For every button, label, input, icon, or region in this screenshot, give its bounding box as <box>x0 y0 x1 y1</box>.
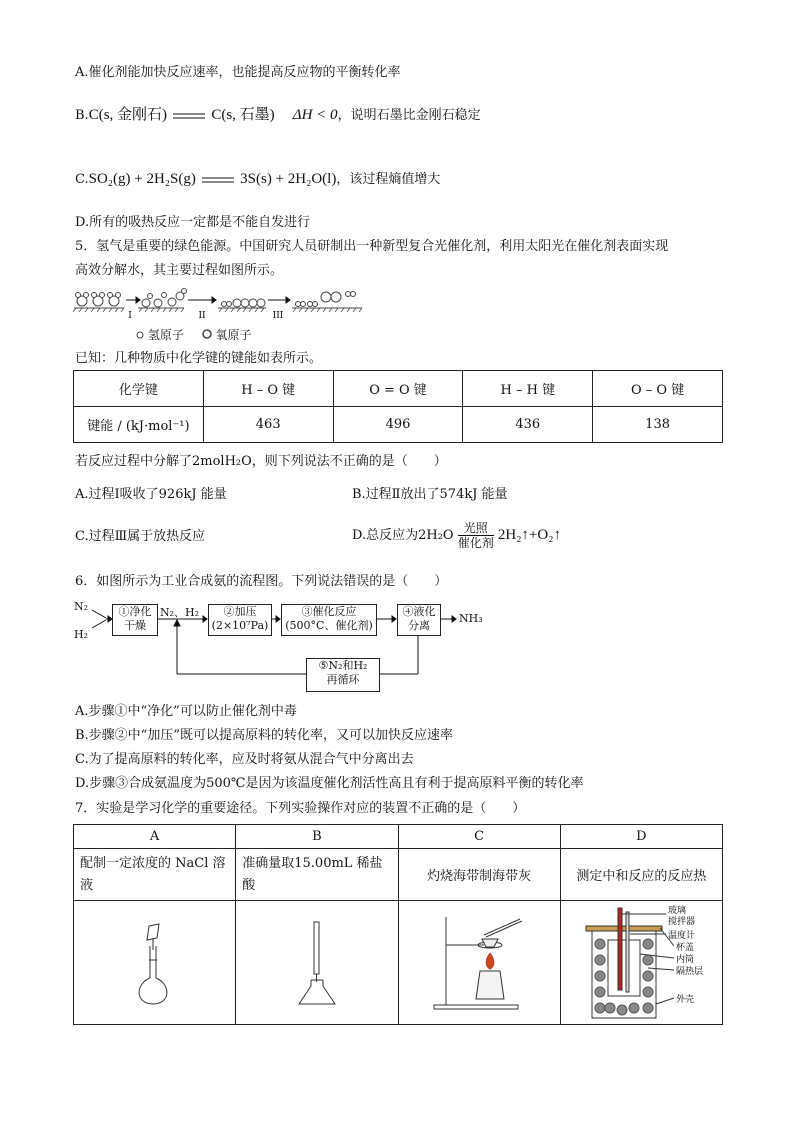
option-note: ，该过程熵值增大 <box>336 172 441 187</box>
input-h2-label: H₂ <box>74 628 89 641</box>
q7-stem: 7．实验是学习化学的重要途径。下列实验操作对应的装置不正确的是（ ） <box>75 801 526 816</box>
table-row <box>74 371 723 407</box>
table-cell: 138 <box>593 407 723 443</box>
apparatus-cell-d <box>560 901 722 1025</box>
equals-arrow-icon <box>171 112 207 120</box>
table-row <box>74 849 723 901</box>
q4-option-d: D.所有的吸热反应一定都是不能自发进行 <box>75 215 311 230</box>
option-label: B. <box>75 108 89 123</box>
equation-rhs: C(s, 石墨) <box>211 107 275 123</box>
oxygen-atom-icon <box>202 329 212 339</box>
input-n2-label: N₂ <box>74 600 89 613</box>
q5-stem-line2: 高效分解水，其主要过程如图所示。 <box>75 263 284 278</box>
table-header-cell: O – O 键 <box>593 371 723 407</box>
q5-option-d <box>352 515 561 556</box>
reaction-condition <box>458 521 494 550</box>
step3-line2: (500°C、催化剂) <box>285 619 373 632</box>
table-header-cell: A <box>74 825 236 849</box>
equation-rhs: 3S(s) + 2H₂O(l) <box>240 171 337 187</box>
apparatus-cell-b <box>236 901 398 1025</box>
step5-line2: 再循环 <box>326 673 360 686</box>
step5-box <box>306 658 380 692</box>
step1-line2: 干燥 <box>124 619 146 632</box>
option-note: ，说明石墨比金刚石稳定 <box>337 108 481 123</box>
q6-option-b: B.步骤②中“加压”既可以提高原料的转化率，又可以加快反应速率 <box>75 728 453 743</box>
q5-question: 若反应过程中分解了2molH₂O，则下列说法不正确的是（ ） <box>75 454 447 469</box>
step2-line1: ②加压 <box>223 605 257 618</box>
table-row-label: 键能 / (kJ·mol⁻¹) <box>74 407 204 443</box>
mid-gas-label: N₂、H₂ <box>160 606 200 619</box>
condition-bottom: 催化剂 <box>457 536 494 550</box>
step-iii-label: III <box>272 311 284 321</box>
calorimeter-label: 隔热层 <box>675 966 703 977</box>
calorimeter-icon <box>582 904 742 1022</box>
table-cell: 灼烧海带制海带灰 <box>398 849 560 901</box>
table-header-cell: 化学键 <box>74 371 204 407</box>
q6-option-c: C.为了提高原料的转化率，应及时将氨从混合气中分离出去 <box>75 752 414 767</box>
equation-lhs: C(s, 金刚石) <box>88 107 168 123</box>
ammonia-flowchart <box>72 598 502 694</box>
table-header-cell: H – O 键 <box>203 371 333 407</box>
step4-line2: 分离 <box>408 619 430 632</box>
equals-arrow-icon <box>200 176 236 184</box>
ring-stand-crucible-icon <box>424 909 534 1013</box>
calorimeter-label: 杯盖 <box>675 942 694 953</box>
apparatus-cell-c <box>398 901 560 1025</box>
table-header-cell: H – H 键 <box>463 371 593 407</box>
atom-legend <box>136 326 252 344</box>
hydrogen-legend-label: 氢原子 <box>147 328 184 342</box>
table-cell: 测定中和反应的反应热 <box>560 849 722 901</box>
calorimeter-label: 外壳 <box>675 994 694 1005</box>
q5-option-c: C.过程Ⅲ属于放热反应 <box>75 529 206 544</box>
table-cell: 436 <box>463 407 593 443</box>
calorimeter-label: 玻璃 <box>667 905 686 916</box>
table-header-cell: B <box>236 825 398 849</box>
step3-box <box>281 604 377 636</box>
table-header-cell: D <box>560 825 722 849</box>
table-row <box>74 407 723 443</box>
calorimeter-label: 搅拌器 <box>667 916 695 927</box>
buret-flask-icon <box>287 916 347 1006</box>
step1-line1: ①净化 <box>118 605 152 618</box>
table-row <box>74 901 723 1025</box>
q4-option-b <box>75 106 481 125</box>
table-cell: 463 <box>203 407 333 443</box>
step5-line1: ⑤N₂和H₂ <box>318 659 368 672</box>
enthalpy-change: ΔH < 0 <box>292 107 338 123</box>
table-cell: 准确量取15.00mL 稀盐酸 <box>236 849 398 901</box>
bond-energy-table <box>73 370 723 443</box>
q5-known: 已知：几种物质中化学键的键能如表所示。 <box>75 351 323 366</box>
calorimeter-label: 内筒 <box>675 954 694 965</box>
table-cell: 配制一定浓度的 NaCl 溶液 <box>74 849 236 901</box>
table-header-cell: C <box>398 825 560 849</box>
table-header-cell: O = O 键 <box>333 371 463 407</box>
step4-line1: ④液化 <box>402 605 436 618</box>
option-d-prefix: D.总反应为2H₂O <box>352 528 454 543</box>
oxygen-legend-label: 氧原子 <box>215 328 252 342</box>
q6-option-a: A.步骤①中“净化”可以防止催化剂中毒 <box>75 704 297 719</box>
step1-box <box>112 604 158 636</box>
step4-box <box>397 604 441 636</box>
step-i-label: I <box>128 311 132 321</box>
table-cell: 496 <box>333 407 463 443</box>
q6-stem: 6．如图所示为工业合成氨的流程图。下列说法错误的是（ ） <box>75 574 448 589</box>
q5-stem-line1: 5．氢气是重要的绿色能源。中国研究人员研制出一种新型复合光催化剂，利用太阳光在催化剂表面实现 <box>75 239 669 254</box>
q5-option-a: A.过程Ⅰ吸收了926kJ 能量 <box>75 487 227 502</box>
calorimeter-label: 温度计 <box>667 930 695 941</box>
apparatus-table <box>73 824 723 1025</box>
water-splitting-diagram <box>72 288 372 322</box>
option-label: C. <box>75 172 89 187</box>
step2-box <box>208 604 272 636</box>
q5-option-b: B.过程Ⅱ放出了574kJ 能量 <box>352 487 508 502</box>
apparatus-cell-a <box>74 901 236 1025</box>
q4-option-a: A.催化剂能加快反应速率，也能提高反应物的平衡转化率 <box>75 65 401 80</box>
table-row <box>74 825 723 849</box>
step3-line1: ③催化反应 <box>301 605 357 618</box>
equation-lhs: SO₂(g) + 2H₂S(g) <box>88 171 196 187</box>
step2-line2: (2×10⁷Pa) <box>211 619 269 632</box>
option-d-products: 2H₂↑+O₂↑ <box>497 527 561 543</box>
condition-top: 光照 <box>458 521 494 536</box>
q4-option-c <box>75 170 440 189</box>
step-ii-label: II <box>198 311 206 321</box>
hydrogen-atom-icon <box>136 331 144 339</box>
output-nh3-label: NH₃ <box>459 612 483 625</box>
q6-option-d: D.步骤③合成氨温度为500℃是因为该温度催化剂活性高且有利于提高原料平衡的转化率 <box>75 776 584 791</box>
volumetric-flask-icon <box>125 916 185 1006</box>
